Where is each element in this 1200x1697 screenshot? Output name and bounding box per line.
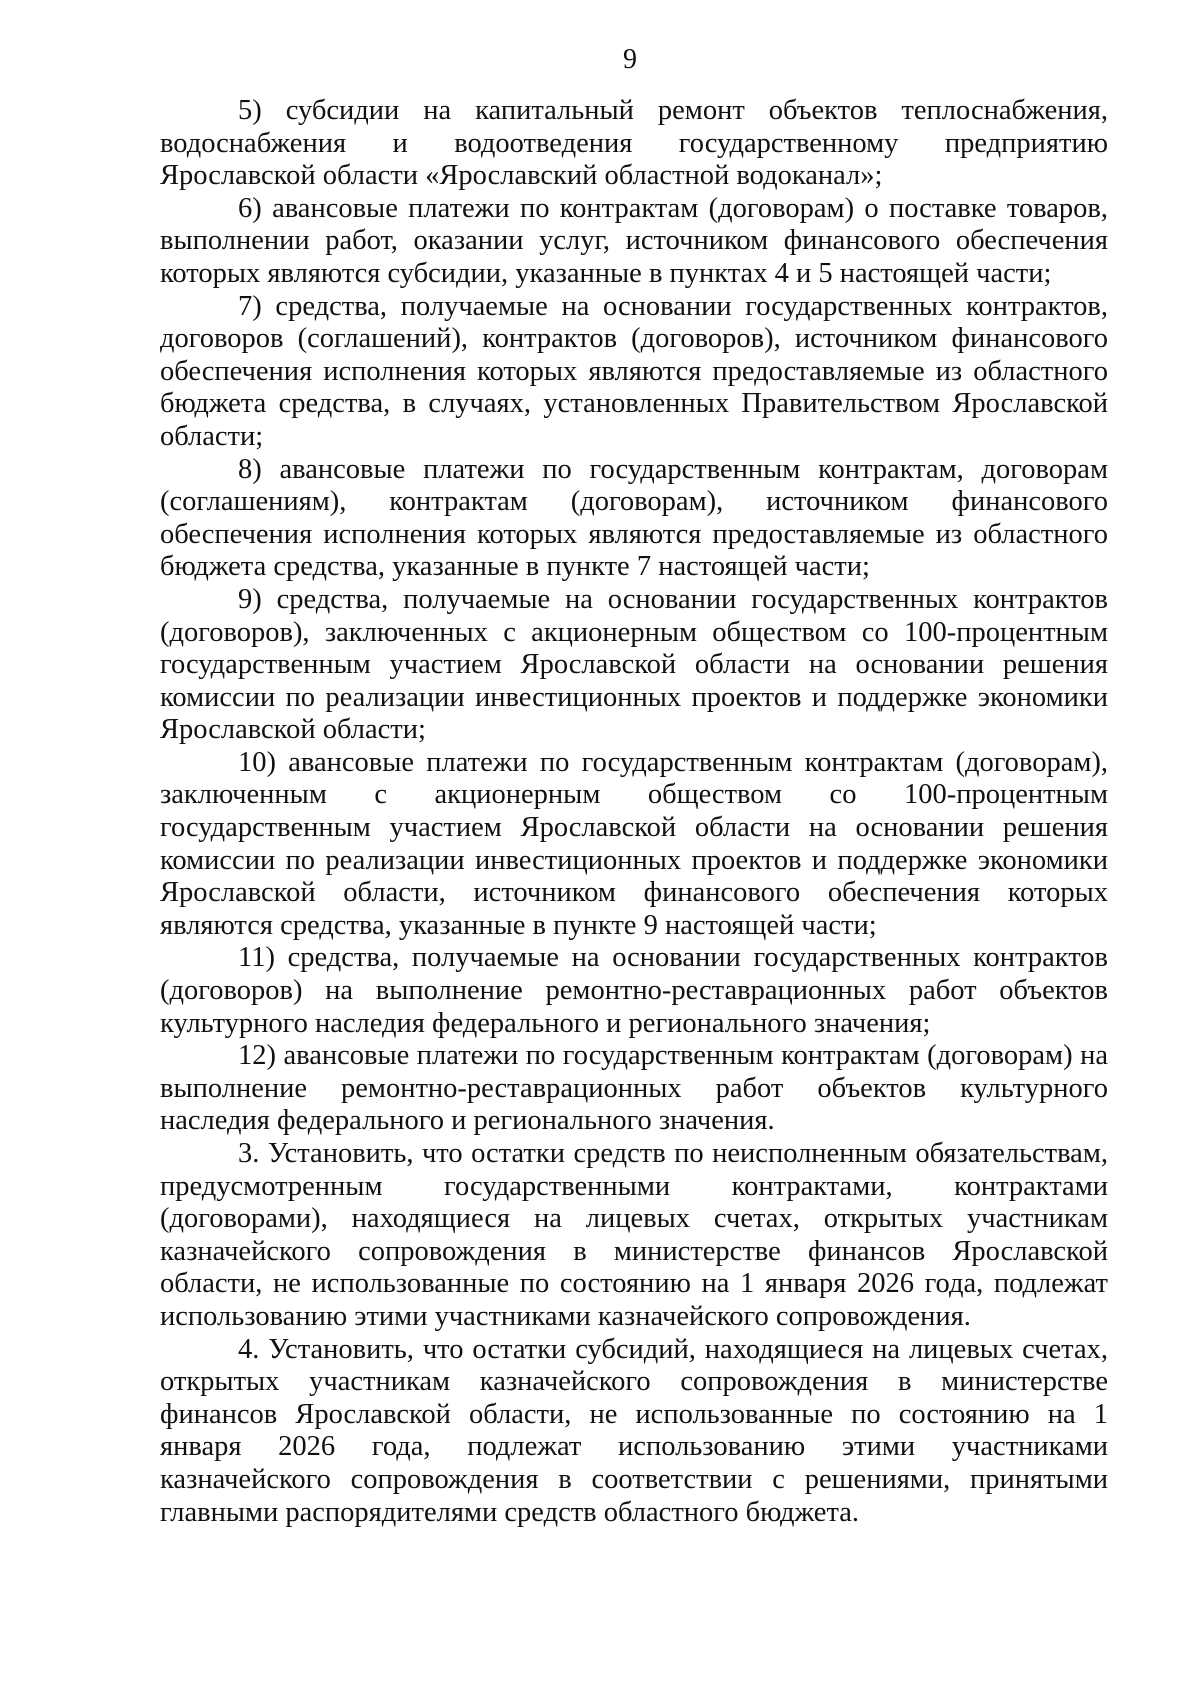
paragraph-item-9: 9) средства, получаемые на основании государственных контрактов (договоров), заключенных с акционерным обществом со 100-процентным государственным участием Ярославской области на основании решения комиссии по реализации инвестиционных проектов и поддержке экономики Ярославской области; xyxy=(160,583,1108,746)
paragraph-item-12: 12) авансовые платежи по государственным контрактам (договорам) на выполнение ремонтно-реставрационных работ объектов культурного наследия федерального и регионального значения. xyxy=(160,1040,1108,1137)
paragraph-item-5: 5) субсидии на капитальный ремонт объектов теплоснабжения, водоснабжения и водоотведения государственному предприятию Ярославской области «Ярославский областной водоканал»; xyxy=(160,95,1108,192)
paragraph-section-3: 3. Установить, что остатки средств по неисполненным обязательствам, предусмотренным государственными контрактами, контрактами (договорами), находящиеся на лицевых счетах, открытых участникам казначейского сопровождения в министерстве финансов Ярославской области, не использованные по состоянию на 1 января 2026 года, подлежат использованию этими участниками казначейского сопровождения. xyxy=(160,1138,1108,1332)
paragraph-item-7: 7) средства, получаемые на основании государственных контрактов, договоров (соглашений), контрактов (договоров), источником финансового обеспечения исполнения которых являются предоставляемые из областного бюджета средства, в случаях, установленных Правительством Ярославской области; xyxy=(160,290,1108,452)
document-body xyxy=(160,95,1108,1529)
paragraph-section-4: 4. Установить, что остатки субсидий, находящиеся на лицевых счетах, открытых участникам казначейского сопровождения в министерстве финансов Ярославской области, не использованные по состоянию на 1 января 2026 года, подлежат использованию этими участниками казначейского сопровождения в соответствии с решениями, принятыми главными распорядителями средств областного бюджета. xyxy=(160,1333,1108,1528)
paragraph-item-6: 6) авансовые платежи по контрактам (договорам) о поставке товаров, выполнении работ, оказании услуг, источником финансового обеспечения которых являются субсидии, указанные в пунктах 4 и 5 настоящей части; xyxy=(160,192,1108,289)
paragraph-item-11: 11) средства, получаемые на основании государственных контрактов (договоров) на выполнение ремонтно-реставрационных работ объектов культурного наследия федерального и регионального значения; xyxy=(160,942,1108,1039)
paragraph-item-10: 10) авансовые платежи по государственным контрактам (договорам), заключенным с акционерным обществом со 100-процентным государственным участием Ярославской области на основании решения комиссии по реализации инвестиционных проектов и поддержке экономики Ярославской области, источником финансового обеспечения которых являются средства, указанные в пункте 9 настоящей части; xyxy=(160,746,1108,941)
page-number: 9 xyxy=(623,44,637,75)
paragraph-item-8: 8) авансовые платежи по государственным контрактам, договорам (соглашениям), контрактам (договорам), источником финансового обеспечения исполнения которых являются предоставляемые из областного бюджета средства, указанные в пункте 7 настоящей части; xyxy=(160,453,1108,583)
